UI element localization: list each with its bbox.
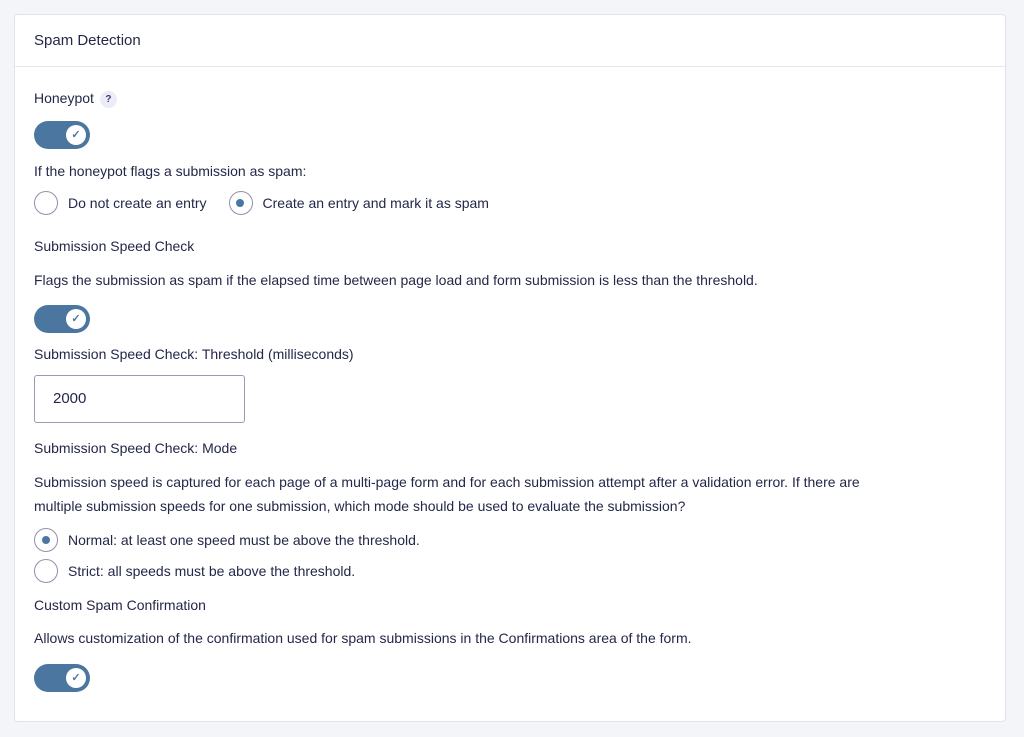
radio-circle[interactable]	[229, 191, 253, 215]
check-icon: ✓	[66, 309, 86, 329]
mode-description-line2: multiple submission speeds for one submission, which mode should be used to evaluate the submission?	[34, 498, 686, 514]
speed-check-toggle[interactable]	[34, 305, 90, 333]
radio-do-not-create[interactable]	[34, 191, 207, 215]
radio-circle[interactable]	[34, 528, 58, 552]
radio-mode-strict[interactable]	[34, 559, 355, 586]
radio-label: Create an entry and mark it as spam	[262, 195, 489, 211]
mode-label: Submission Speed Check: Mode	[34, 440, 238, 456]
speed-check-label: Submission Speed Check	[34, 238, 195, 254]
mode-description-line1: Submission speed is captured for each page of a multi-page form and for each submission attempt after a validation error. If there are	[34, 474, 860, 490]
custom-confirmation-description: Allows customization of the confirmation used for spam submissions in the Confirmations area of the form.	[34, 630, 692, 646]
radio-circle[interactable]	[34, 559, 58, 583]
radio-mode-normal[interactable]	[34, 528, 420, 555]
honeypot-label	[34, 90, 117, 108]
custom-confirmation-label: Custom Spam Confirmation	[34, 597, 206, 613]
radio-label: Normal: at least one speed must be above the threshold.	[68, 532, 420, 548]
spam-detection-panel	[14, 14, 1006, 722]
radio-create-mark-spam[interactable]	[229, 191, 489, 215]
radio-label: Do not create an entry	[68, 195, 207, 211]
check-icon: ✓	[66, 668, 86, 688]
honeypot-label-text: Honeypot	[34, 90, 94, 106]
help-icon[interactable]: ?	[100, 91, 117, 108]
honeypot-action-label: If the honeypot flags a submission as spam:	[34, 163, 307, 179]
radio-label: Strict: all speeds must be above the threshold.	[68, 563, 356, 579]
speed-check-description: Flags the submission as spam if the elapsed time between page load and form submission is less than the threshold.	[34, 272, 758, 288]
honeypot-action-radios	[34, 191, 489, 215]
panel-title: Spam Detection	[15, 15, 1005, 67]
threshold-label: Submission Speed Check: Threshold (milliseconds)	[34, 346, 354, 362]
radio-circle[interactable]	[34, 191, 58, 215]
custom-confirmation-toggle[interactable]	[34, 664, 90, 692]
check-icon: ✓	[66, 125, 86, 145]
honeypot-toggle[interactable]	[34, 121, 90, 149]
threshold-input[interactable]: 2000	[34, 375, 245, 423]
